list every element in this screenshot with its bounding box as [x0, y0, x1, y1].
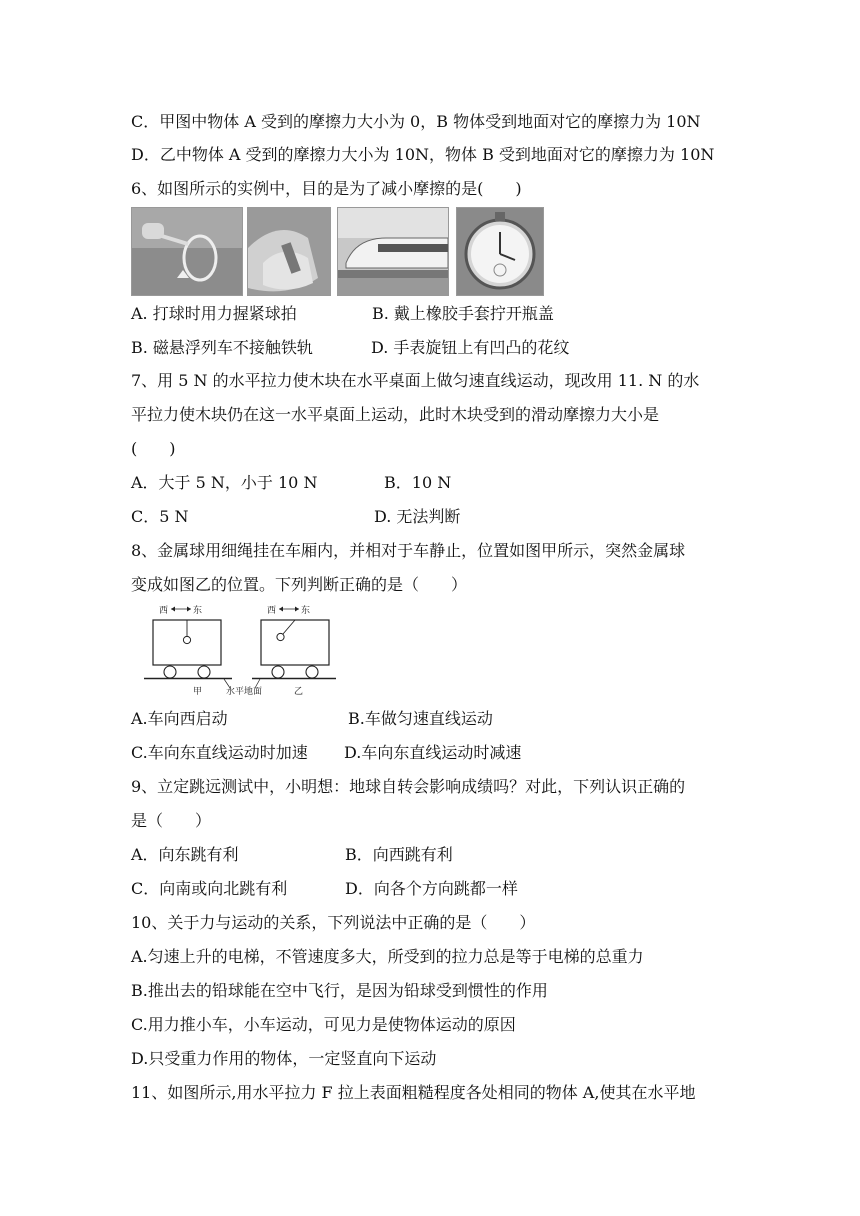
q7-option-a: A．大于 5 N，小于 10 N [131, 473, 318, 492]
q7-option-d: D. 无法判断 [374, 507, 461, 526]
q9-stem-line-1: 9、立定跳远测试中，小明想：地球自转会影响成绩吗？对此，下列认识正确的 [131, 777, 686, 796]
q10-option-c: C.用力推小车，小车运动，可见力是使物体运动的原因 [131, 1015, 516, 1034]
q7-stem-line-3: ( ) [131, 439, 176, 458]
q11-stem: 11、如图所示,用水平拉力 F 拉上表面粗糙程度各处相同的物体 A,使其在水平地 [131, 1083, 696, 1102]
q10-stem: 10、关于力与运动的关系，下列说法中正确的是（ ） [131, 913, 536, 932]
q8-option-d: D.车向东直线运动时减速 [344, 743, 522, 762]
bottle-gloves-photo [247, 207, 331, 296]
q9-option-d: D．向各个方向跳都一样 [345, 879, 518, 898]
q8-stem-line-1: 8、金属球用细绳挂在车厢内，并相对于车静止，位置如图甲所示，突然金属球 [131, 541, 686, 560]
q6-option-c: B. 磁悬浮列车不接触铁轨 [131, 338, 313, 357]
cart-pendulum-diagram [140, 603, 336, 699]
q7-stem-line-2: 平拉力使木块仍在这一水平桌面上运动，此时木块受到的滑动摩擦力大小是 [131, 405, 660, 424]
q7-option-c: C．5 N [131, 507, 189, 526]
q10-option-b: B.推出去的铅球能在空中飞行，是因为铅球受到惯性的作用 [131, 981, 548, 1000]
q6-stem: 6、如图所示的实例中，目的是为了减小摩擦的是( ) [131, 179, 522, 198]
label-yi: 乙 [294, 687, 304, 697]
ground-label: 水平地面 [226, 687, 263, 697]
watch-photo [456, 207, 544, 296]
q8-option-c: C.车向东直线运动时加速 [131, 743, 308, 762]
q6-option-d: D. 手表旋钮上有凹凸的花纹 [371, 338, 570, 357]
q5-option-d: D．乙中物体 A 受到的摩擦力大小为 10N，物体 B 受到地面对它的摩擦力为 10N [131, 145, 715, 164]
east-label-yi: 东 [301, 606, 311, 616]
maglev-train-photo [337, 207, 449, 296]
q7-option-b: B．10 N [384, 473, 452, 492]
q9-option-c: C．向南或向北跳有利 [131, 879, 288, 898]
east-label-jia: 东 [193, 606, 203, 616]
q10-option-a: A.匀速上升的电梯，不管速度多大，所受到的拉力总是等于电梯的总重力 [131, 947, 644, 966]
label-jia: 甲 [193, 687, 203, 697]
q10-option-d: D.只受重力作用的物体，一定竖直向下运动 [131, 1049, 437, 1068]
q9-option-b: B．向西跳有利 [345, 845, 453, 864]
west-label-jia: 西 [159, 606, 169, 616]
q8-stem-line-2: 变成如图乙的位置。下列判断正确的是（ ） [131, 575, 468, 594]
q9-option-a: A．向东跳有利 [131, 845, 239, 864]
q9-stem-line-2: 是（ ） [131, 811, 212, 830]
q5-option-c: C．甲图中物体 A 受到的摩擦力大小为 0，B 物体受到地面对它的摩擦力为 10N [131, 112, 701, 131]
west-label-yi: 西 [267, 606, 277, 616]
q6-option-a: A. 打球时用力握紧球拍 [131, 304, 297, 323]
q6-option-b: B. 戴上橡胶手套拧开瓶盖 [372, 304, 554, 323]
badminton-photo [131, 207, 243, 296]
q8-option-b: B.车做匀速直线运动 [348, 709, 493, 728]
q7-stem-line-1: 7、用 5 N 的水平拉力使木块在水平桌面上做匀速直线运动，现改用 11. N 的水 [131, 371, 700, 390]
q8-option-a: A.车向西启动 [131, 709, 228, 728]
